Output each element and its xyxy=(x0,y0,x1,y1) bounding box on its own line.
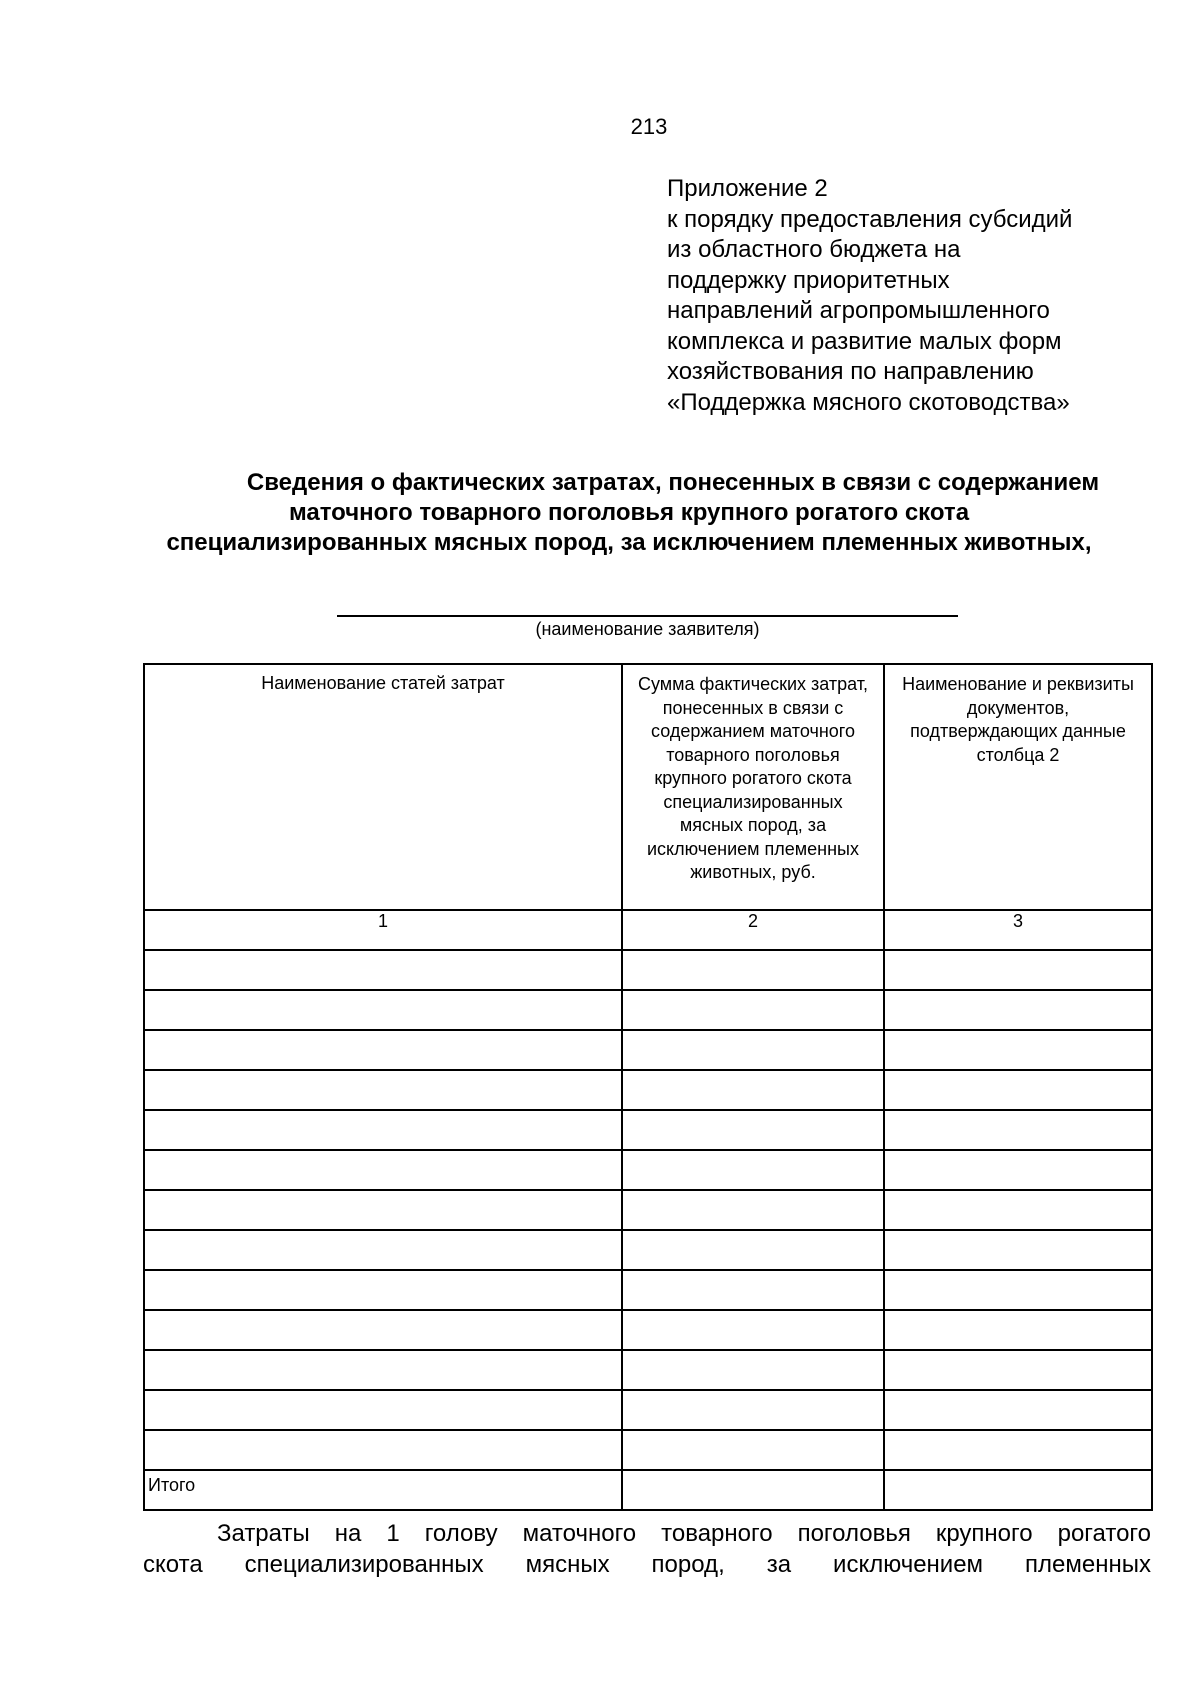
amount-cell[interactable] xyxy=(622,1030,884,1070)
amount-cell[interactable] xyxy=(622,1430,884,1470)
column-number: 3 xyxy=(884,910,1152,950)
amount-cell[interactable] xyxy=(622,1350,884,1390)
table-row xyxy=(144,1430,1152,1470)
header-line: содержанием маточного xyxy=(651,721,855,741)
amount-cell[interactable] xyxy=(622,1070,884,1110)
cost-item-cell[interactable] xyxy=(144,1310,622,1350)
header-line: подтверждающих данные xyxy=(910,721,1126,741)
table-row xyxy=(144,1070,1152,1110)
header-line: исключением племенных xyxy=(647,838,859,859)
table-row xyxy=(144,1390,1152,1430)
header-line: специализированных xyxy=(663,791,843,812)
document-cell[interactable] xyxy=(884,1230,1152,1270)
amount-cell[interactable] xyxy=(622,1310,884,1350)
header-line: животных, руб. xyxy=(690,862,816,882)
document-cell[interactable] xyxy=(884,990,1152,1030)
appendix-line: «Поддержка мясного скотоводства» xyxy=(667,388,1070,416)
table-row xyxy=(144,1110,1152,1150)
column-number: 2 xyxy=(622,910,884,950)
cost-item-cell[interactable] xyxy=(144,1430,622,1470)
cost-item-cell[interactable] xyxy=(144,1350,622,1390)
cost-item-cell[interactable] xyxy=(144,1150,622,1190)
document-cell[interactable] xyxy=(884,1390,1152,1430)
table-row xyxy=(144,1190,1152,1230)
appendix-line: из областного бюджета на xyxy=(667,236,961,263)
table-row xyxy=(144,1230,1152,1270)
header-line: мясных пород, за xyxy=(679,815,827,835)
appendix-line: к порядку предоставления субсидий xyxy=(667,205,1073,233)
table-row xyxy=(144,1310,1152,1350)
footer-line-1: Затраты на 1 голову маточного товарного поголовья крупного рогатого xyxy=(217,1520,1151,1547)
footer-paragraph xyxy=(143,1518,1151,1580)
table-header-row xyxy=(144,664,1152,910)
document-cell[interactable] xyxy=(884,1270,1152,1310)
header-documents xyxy=(884,664,1152,910)
appendix-line: хозяйствования по направлению xyxy=(667,358,1034,385)
document-cell[interactable] xyxy=(884,1430,1152,1470)
appendix-line: направлений агропромышленного xyxy=(667,297,1050,324)
applicant-name-line[interactable] xyxy=(337,615,958,617)
header-line: товарного поголовья xyxy=(666,744,840,765)
total-document-cell[interactable] xyxy=(884,1470,1152,1510)
total-label: Итого xyxy=(144,1470,622,1510)
document-cell[interactable] xyxy=(884,1310,1152,1350)
column-number: 1 xyxy=(144,910,622,950)
page-number: 213 xyxy=(630,114,668,139)
header-line: Сумма фактических затрат, xyxy=(637,674,869,694)
document-cell[interactable] xyxy=(884,1190,1152,1230)
header-line: Наименование и реквизиты xyxy=(902,674,1134,694)
cost-item-cell[interactable] xyxy=(144,1270,622,1310)
appendix-line: поддержку приоритетных xyxy=(667,266,950,294)
title-line-1: Сведения о фактических затратах, понесенных в связи с содержанием xyxy=(246,469,1100,496)
cost-item-cell[interactable] xyxy=(144,1030,622,1070)
header-line: понесенных в связи с xyxy=(662,697,844,718)
amount-cell[interactable] xyxy=(622,1190,884,1230)
applicant-caption: (наименование заявителя) xyxy=(535,619,760,639)
amount-cell[interactable] xyxy=(622,950,884,990)
cost-item-cell[interactable] xyxy=(144,1390,622,1430)
amount-cell[interactable] xyxy=(622,1150,884,1190)
title-line-2: маточного товарного поголовья крупного рогатого скота xyxy=(288,499,970,526)
amount-cell[interactable] xyxy=(622,1110,884,1150)
amount-cell[interactable] xyxy=(622,1270,884,1310)
cost-item-cell[interactable] xyxy=(144,1110,622,1150)
table-row xyxy=(144,1030,1152,1070)
cost-item-cell[interactable] xyxy=(144,1230,622,1270)
total-amount-cell[interactable] xyxy=(622,1470,884,1510)
appendix-line: Приложение 2 xyxy=(667,175,828,202)
costs-table xyxy=(143,663,1153,1511)
cost-item-cell[interactable] xyxy=(144,950,622,990)
amount-cell[interactable] xyxy=(622,1230,884,1270)
header-line: крупного рогатого скота xyxy=(654,768,852,788)
cost-item-cell[interactable] xyxy=(144,1070,622,1110)
cost-item-cell[interactable] xyxy=(144,1190,622,1230)
document-cell[interactable] xyxy=(884,1070,1152,1110)
document-cell[interactable] xyxy=(884,950,1152,990)
table-row xyxy=(144,1150,1152,1190)
amount-cell[interactable] xyxy=(622,990,884,1030)
table-row xyxy=(144,990,1152,1030)
document-cell[interactable] xyxy=(884,1150,1152,1190)
header-cost-items: Наименование статей затрат xyxy=(144,664,622,910)
table-row xyxy=(144,1270,1152,1310)
total-row xyxy=(144,1470,1152,1510)
footer-line-2: скота специализированных мясных пород, за исключением племенных xyxy=(143,1551,1151,1578)
document-title xyxy=(100,468,1148,558)
amount-cell[interactable] xyxy=(622,1390,884,1430)
header-actual-costs xyxy=(622,664,884,910)
table-row xyxy=(144,950,1152,990)
appendix-line: комплекса и развитие малых форм xyxy=(667,327,1062,355)
header-line: документов, xyxy=(966,697,1070,718)
document-cell[interactable] xyxy=(884,1350,1152,1390)
header-line: столбца 2 xyxy=(976,744,1060,765)
table-row xyxy=(144,1350,1152,1390)
column-number-row xyxy=(144,910,1152,950)
cost-item-cell[interactable] xyxy=(144,990,622,1030)
document-cell[interactable] xyxy=(884,1030,1152,1070)
appendix-block xyxy=(667,174,1167,418)
title-line-3: специализированных мясных пород, за исключением племенных животных, xyxy=(166,529,1092,556)
document-cell[interactable] xyxy=(884,1110,1152,1150)
